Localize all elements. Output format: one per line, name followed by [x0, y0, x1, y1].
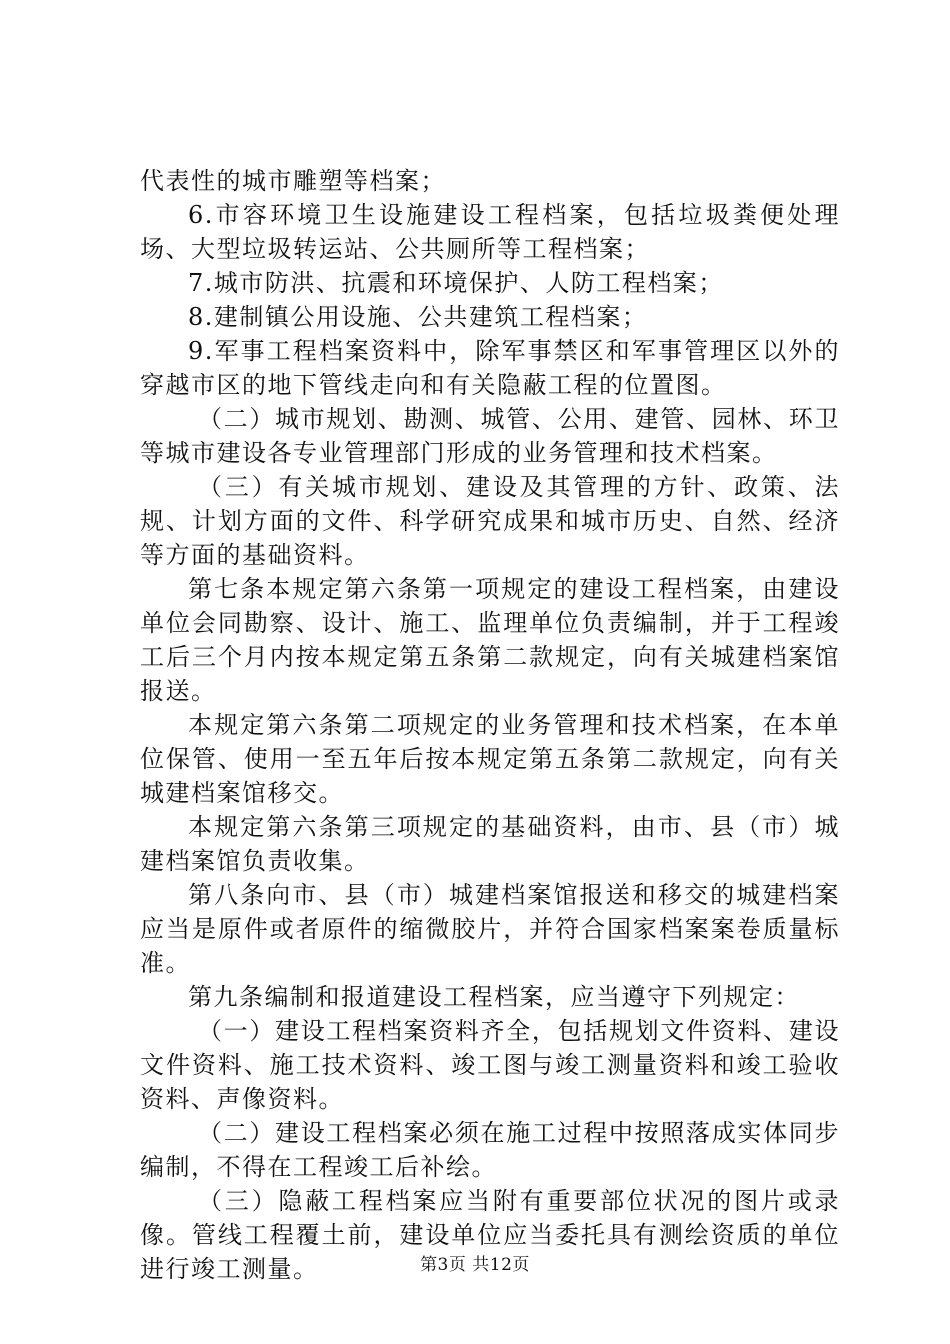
paragraph-article-9-item-3: （三）隐蔽工程档案应当附有重要部位状况的图片或录像。管线工程覆土前，建设单位应当委托具有测绘资质的单位进行竣工测量。 — [140, 1187, 840, 1283]
paragraph-item-9: 9.军事工程档案资料中，除军事禁区和军事管理区以外的穿越市区的地下管线走向和有关隐蔽工程的位置图。 — [140, 337, 840, 399]
paragraph-article-9-item-1: （一）建设工程档案资料齐全，包括规划文件资料、建设文件资料、施工技术资料、竣工图与竣工测量资料和竣工验收资料、声像资料。 — [140, 1017, 840, 1113]
paragraph-article-9: 第九条编制和报道建设工程档案，应当遵守下列规定： — [188, 983, 800, 1011]
paragraph-item-7: 7.城市防洪、抗震和环境保护、人防工程档案； — [188, 269, 724, 297]
paragraph-article-7-part-3: 本规定第六条第三项规定的基础资料，由市、县（市）城建档案馆负责收集。 — [140, 813, 840, 875]
paragraph-continuation: 代表性的城市雕塑等档案； — [140, 167, 446, 195]
paragraph-item-8: 8.建制镇公用设施、公共建筑工程档案； — [188, 303, 648, 331]
paragraph-item-6: 6.市容环境卫生设施建设工程档案，包括垃圾粪便处理场、大型垃圾转运站、公共厕所等工程档案； — [140, 201, 840, 263]
paragraph-article-9-item-2: （二）建设工程档案必须在施工过程中按照落成实体同步编制，不得在工程竣工后补绘。 — [140, 1119, 840, 1181]
paragraph-article-8: 第八条向市、县（市）城建档案馆报送和移交的城建档案应当是原件或者原件的缩微胶片，并符合国家档案案卷质量标准。 — [140, 881, 840, 977]
document-body — [140, 164, 840, 1286]
page-number-footer: 第3页 共12页 — [420, 1255, 530, 1275]
paragraph-article-7-part-2: 本规定第六条第二项规定的业务管理和技术档案，在本单位保管、使用一至五年后按本规定第五条第二款规定，向有关城建档案馆移交。 — [140, 711, 840, 807]
paragraph-section-3: （三）有关城市规划、建设及其管理的方针、政策、法规、计划方面的文件、科学研究成果和城市历史、自然、经济等方面的基础资料。 — [140, 473, 840, 569]
paragraph-article-7: 第七条本规定第六条第一项规定的建设工程档案，由建设单位会同勘察、设计、施工、监理单位负责编制，并于工程竣工后三个月内按本规定第五条第二款规定，向有关城建档案馆报送。 — [140, 575, 840, 705]
paragraph-section-2: （二）城市规划、勘测、城管、公用、建管、园林、环卫等城市建设各专业管理部门形成的业务管理和技术档案。 — [140, 405, 840, 467]
